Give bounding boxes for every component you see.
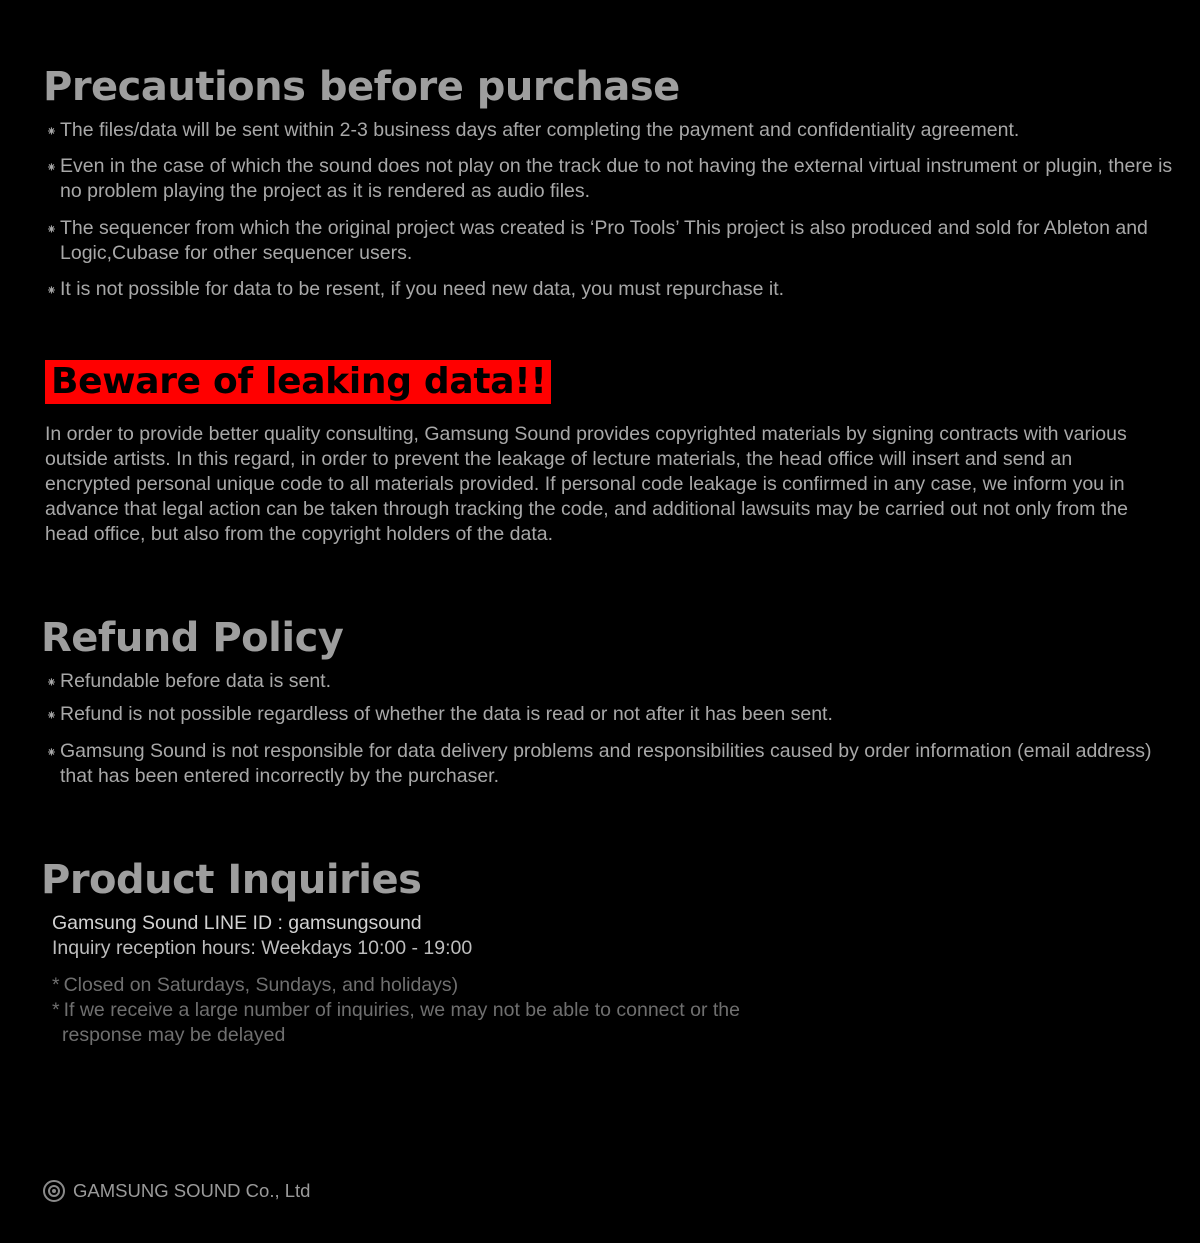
bullet-star-icon: ⁕ bbox=[46, 222, 57, 237]
line-id-text: Gamsung Sound LINE ID : gamsungsound bbox=[52, 912, 422, 934]
refund-text: Refundable before data is sent. bbox=[60, 670, 332, 692]
bullet-star-icon: ⁕ bbox=[46, 160, 57, 175]
precautions-list bbox=[46, 118, 1176, 302]
inquiry-note bbox=[52, 973, 812, 998]
bullet-star-icon: ⁕ bbox=[46, 708, 57, 723]
refund-item bbox=[46, 739, 1176, 789]
leak-warning-title: Beware of leaking data!! bbox=[45, 360, 551, 404]
precaution-text: The sequencer from which the original project was created is ‘Pro Tools’ This project is also produced and sold for Ableton and Logic,Cubase for other sequencer users. bbox=[60, 217, 1148, 264]
footer bbox=[43, 1179, 310, 1203]
note-asterisk: * bbox=[52, 974, 60, 996]
bullet-star-icon: ⁕ bbox=[46, 124, 57, 139]
note-asterisk: * bbox=[52, 999, 60, 1021]
leak-warning-body: In order to provide better quality consulting, Gamsung Sound provides copyrighted materials by signing contracts with various outside artists. In this regard, in order to prevent the leakage of lecture materials, the head office will insert and send an encrypted personal unique code to all materials provided. If personal code leakage is confirmed in any case, we inform you in advance that legal action can be taken through tracking the code, and additional lawsuits may be carried out not only from the head office, but also from the copyright holders of the data. bbox=[45, 423, 1128, 545]
inquiry-hours-text: Inquiry reception hours: Weekdays 10:00 - 19:00 bbox=[52, 937, 473, 959]
precaution-text: The files/data will be sent within 2-3 business days after completing the payment and confidentiality agreement. bbox=[60, 119, 1020, 141]
refund-list bbox=[46, 669, 1176, 789]
footer-company-name: GAMSUNG SOUND Co., Ltd bbox=[73, 1180, 311, 1201]
refund-text: Refund is not possible regardless of whether the data is read or not after it has been sent. bbox=[60, 703, 833, 725]
precaution-item bbox=[46, 277, 1176, 302]
bullet-star-icon: ⁕ bbox=[46, 283, 57, 298]
precaution-item bbox=[46, 118, 1176, 143]
precautions-title: Precautions before purchase bbox=[43, 64, 680, 110]
refund-item bbox=[46, 702, 1176, 727]
precaution-text: Even in the case of which the sound does not play on the track due to not having the external virtual instrument or plugin, there is no problem playing the project as it is rendered as audio files. bbox=[60, 155, 1173, 202]
refund-item bbox=[46, 669, 1176, 694]
precaution-item bbox=[46, 154, 1176, 204]
precaution-text: It is not possible for data to be resent, if you need new data, you must repurchase it. bbox=[60, 278, 785, 300]
precaution-item bbox=[46, 216, 1176, 266]
bullet-star-icon: ⁕ bbox=[46, 745, 57, 760]
product-inquiries-title: Product Inquiries bbox=[41, 857, 422, 903]
inquiry-note bbox=[52, 998, 822, 1048]
note-text: If we receive a large number of inquiries, we may not be able to connect or the response may be delayed bbox=[62, 999, 740, 1046]
refund-policy-title: Refund Policy bbox=[41, 615, 344, 661]
bullet-star-icon: ⁕ bbox=[46, 675, 57, 690]
gamsung-sound-logo-icon bbox=[43, 1180, 65, 1202]
refund-text: Gamsung Sound is not responsible for data delivery problems and responsibilities caused by order information (email address) that has been entered incorrectly by the purchaser. bbox=[60, 740, 1152, 787]
note-text: Closed on Saturdays, Sundays, and holidays) bbox=[63, 974, 459, 996]
